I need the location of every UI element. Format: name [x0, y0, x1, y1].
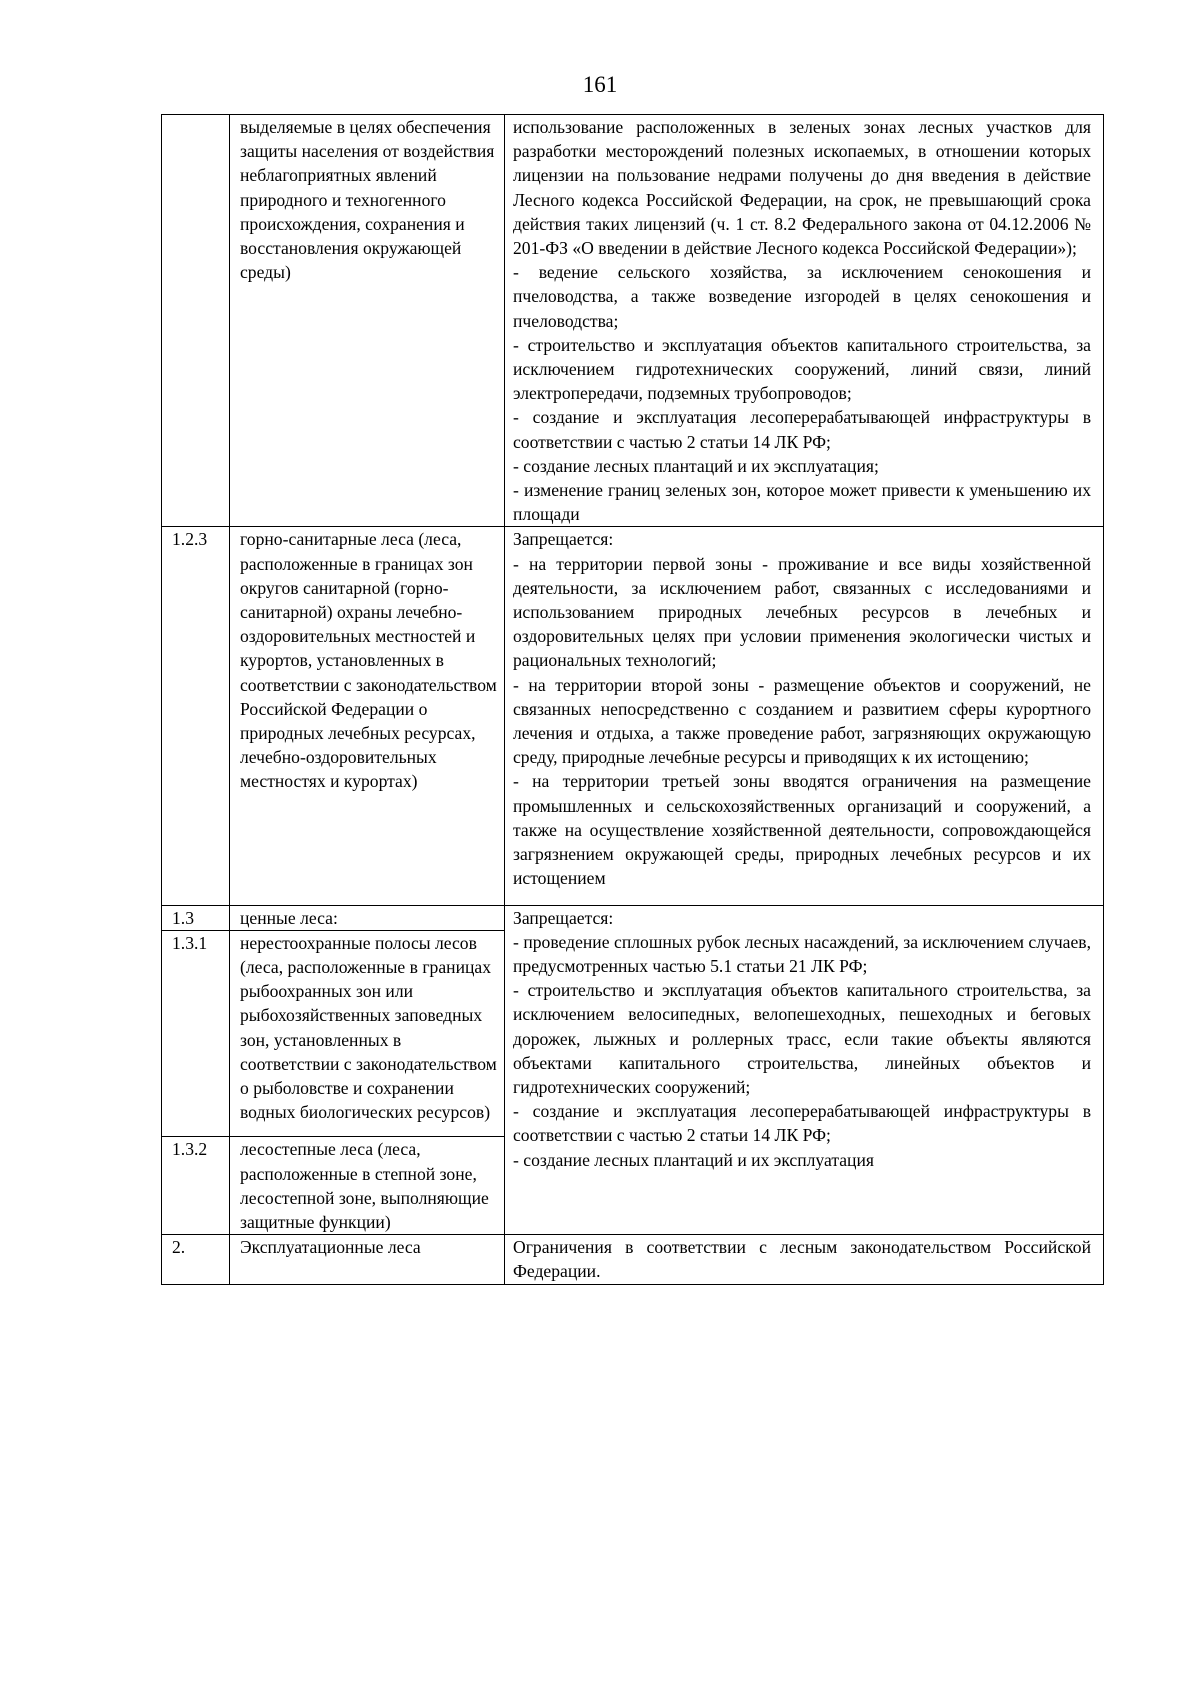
restriction-item: - строительство и эксплуатация объектов капитального строительства, за исключением велосипедных, велопешеходных, пешеходных и беговых дорожек, лыжных и роллерных трасс, если такие объекты являются объектами капитального строительства, линейных объектов и гидротехнических сооружений;	[513, 980, 1091, 1097]
restrictions-cell	[505, 527, 1104, 905]
restrictions-cell	[505, 115, 1104, 527]
restriction-heading: Запрещается:	[513, 907, 614, 928]
forest-restrictions-table	[161, 114, 1104, 1285]
row-number: 1.3.2	[162, 1137, 230, 1235]
restriction-item: - создание лесных плантаций и их эксплуатация;	[513, 455, 879, 476]
forest-category: выделяемые в целях обеспечения защиты населения от воздействия неблагоприятных явлений природного и техногенного происхождения, сохранения и восстановления окружающей среды)	[230, 115, 505, 527]
forest-category: Эксплуатационные леса	[230, 1235, 505, 1284]
restriction-item: - на территории второй зоны - размещение объектов и сооружений, не связанных непосредственно с созданием и развитием сферы курортного лечения и отдыха, а также проведение работ, загрязняющих окружающую среду, природные лечебные ресурсы и приводящих к их истощению;	[513, 674, 1091, 768]
row-number: 2.	[162, 1235, 230, 1284]
forest-category: горно-санитарные леса (леса, расположенные в границах зон округов санитарной (горно-санитарной) охраны лечебно-оздоровительных местностей и курортов, установленных в соответствии с законодательством Российской Федерации о природных лечебных ресурсах, лечебно-оздоровительных местностях и курортах)	[230, 527, 505, 905]
row-number: 1.3.1	[162, 930, 230, 1137]
restriction-heading: Запрещается:	[513, 529, 614, 550]
restriction-item: - проведение сплошных рубок лесных насаждений, за исключением случаев, предусмотренных частью 5.1 статьи 21 ЛК РФ;	[513, 931, 1091, 976]
forest-category: ценные леса:	[230, 905, 505, 930]
row-number	[162, 115, 230, 527]
restriction-item: использование расположенных в зеленых зонах лесных участков для разработки месторождений полезных ископаемых, в отношении которых лицензии на пользование недрами получены до дня введения в действие Лесного кодекса Российской Федерации, на срок, не превышающий срока действия таких лицензий (ч. 1 ст. 8.2 Федерального закона от 04.12.2006 № 201-ФЗ «О введении в действие Лесного кодекса Российской Федерации»);	[513, 117, 1091, 259]
table-row	[162, 1235, 1104, 1284]
table-row	[162, 527, 1104, 905]
restrictions-cell	[505, 1235, 1104, 1284]
restriction-item: - изменение границ зеленых зон, которое может привести к уменьшению их площади	[513, 480, 1091, 525]
restriction-item: Ограничения в соответствии с лесным законодательством Российской Федерации.	[513, 1237, 1091, 1282]
restriction-item: - создание и эксплуатация лесоперерабатывающей инфраструктуры в соответствии с частью 2 статьи 14 ЛК РФ;	[513, 407, 1091, 452]
forest-category: нерестоохранные полосы лесов (леса, расположенные в границах рыбоохранных зон или рыбохозяйственных заповедных зон, установленных в соответствии с законодательством о рыболовстве и сохранении водных биологических ресурсов)	[230, 930, 505, 1137]
restriction-item: - на территории третьей зоны вводятся ограничения на размещение промышленных и сельскохозяйственных организаций и сооружений, а также на осуществление хозяйственной деятельности, сопровождающейся загрязнением окружающей среды, природных лечебных ресурсов и их истощением	[513, 771, 1091, 889]
restriction-item: - ведение сельского хозяйства, за исключением сенокошения и пчеловодства, а также возведение изгородей в целях сенокошения и пчеловодства;	[513, 262, 1091, 331]
table-row	[162, 115, 1104, 527]
restriction-item: - создание лесных плантаций и их эксплуатация	[513, 1149, 874, 1170]
table-row	[162, 905, 1104, 930]
restriction-item: - создание и эксплуатация лесоперерабатывающей инфраструктуры в соответствии с частью 2 статьи 14 ЛК РФ;	[513, 1101, 1091, 1146]
restriction-item: - строительство и эксплуатация объектов капитального строительства, за исключением гидротехнических сооружений, линий связи, линий электропередачи, подземных трубопроводов;	[513, 334, 1091, 404]
row-number: 1.3	[162, 905, 230, 930]
restriction-item: - на территории первой зоны - проживание и все виды хозяйственной деятельности, за исключением работ, связанных с исследованиями и использованием природных лечебных ресурсов в лечебных и оздоровительных целях при условии применения экологически чистых и рациональных технологий;	[513, 553, 1091, 671]
forest-category: лесостепные леса (леса, расположенные в степной зоне, лесостепной зоне, выполняющие защитные функции)	[230, 1137, 505, 1235]
row-number: 1.2.3	[162, 527, 230, 905]
restrictions-cell	[505, 905, 1104, 1235]
page-number: 161	[582, 72, 618, 97]
